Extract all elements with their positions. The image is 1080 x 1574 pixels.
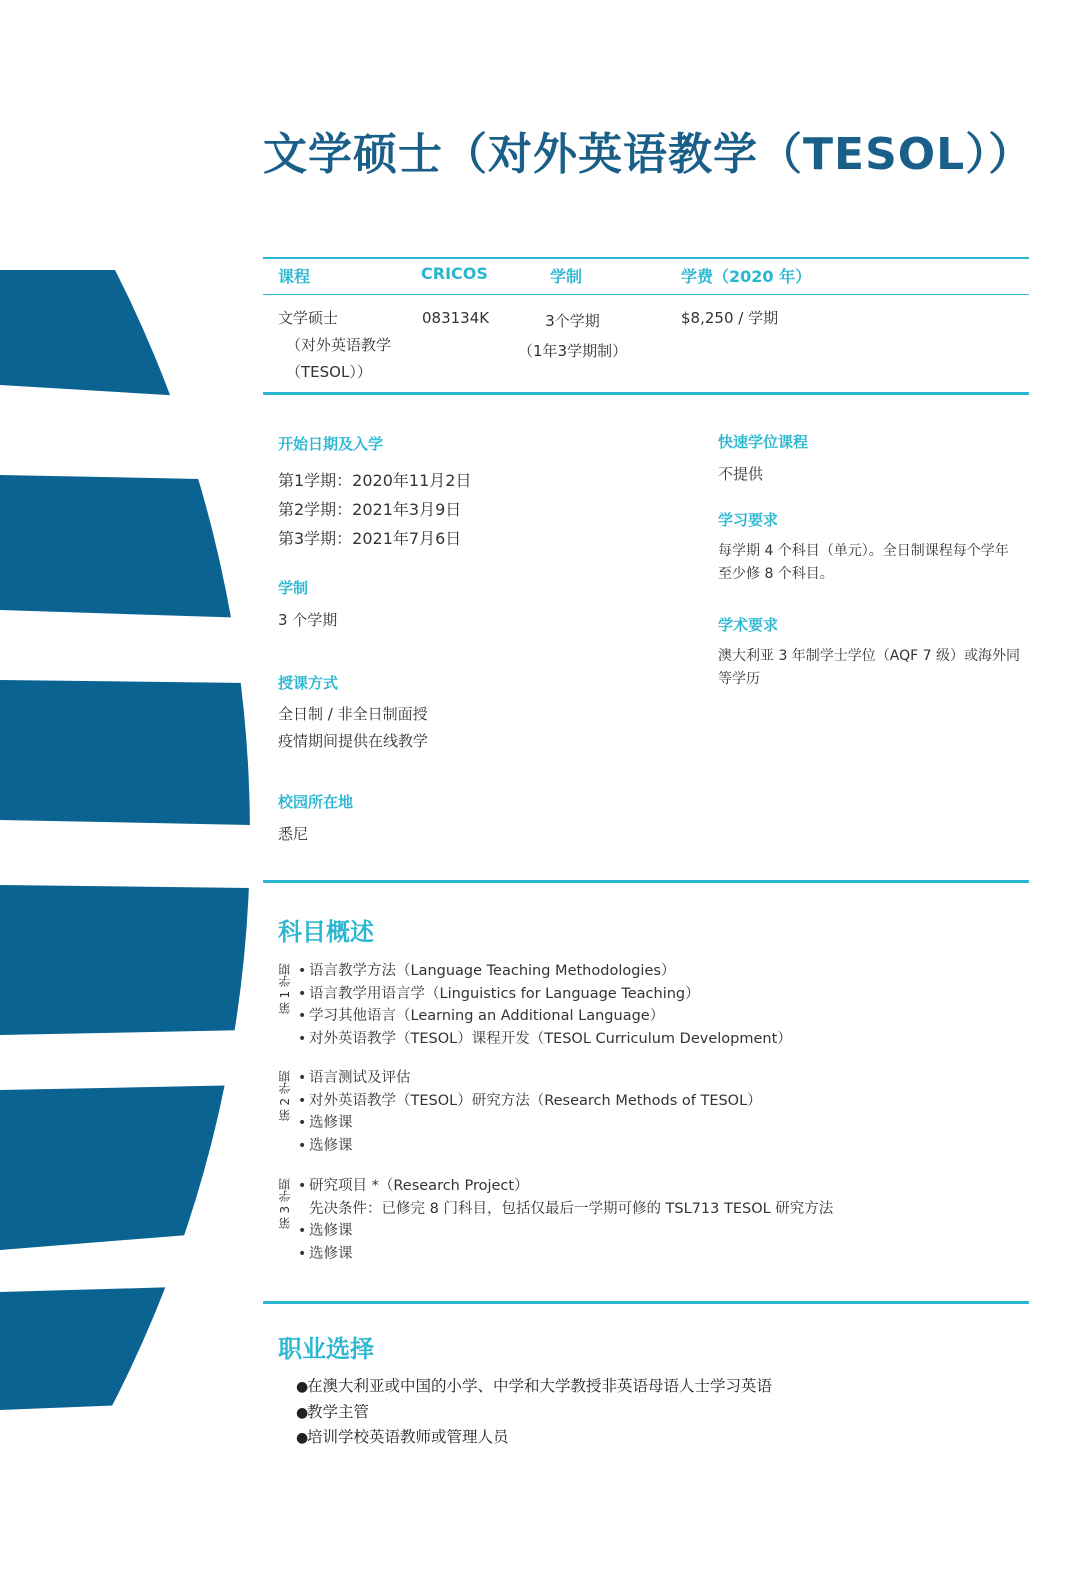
duration-value: 3 个学期 bbox=[278, 611, 338, 629]
decorative-stripes bbox=[0, 0, 260, 1574]
fast-track-label: 快速学位课程 bbox=[718, 433, 809, 451]
prerequisite-note: 先决条件：已修完 8 门科目，包括仅最后一学期可修的 TSL713 TESOL 研究方法 bbox=[309, 1200, 834, 1217]
table-header-course: 课程 bbox=[278, 267, 311, 286]
table-header-fee: 学费（2020 年） bbox=[681, 267, 812, 286]
subject-item: • 对外英语教学（TESOL）课程开发（TESOL Curriculum Development） bbox=[298, 1030, 792, 1047]
academic-requirements-value: 澳大利亚 3 年制学士学位（AQF 7 级）或海外同 等学历 bbox=[718, 648, 1021, 687]
subject-item: • 研究项目 *（Research Project） bbox=[298, 1178, 529, 1194]
subjects-title: 科目概述 bbox=[278, 918, 374, 946]
table-header-duration: 学制 bbox=[550, 267, 583, 286]
table-top-rule bbox=[263, 257, 1029, 259]
campus-label: 校园所在地 bbox=[278, 793, 354, 811]
page-title: 文学硕士（对外英语教学（TESOL）） bbox=[263, 129, 1034, 180]
fast-track-value: 不提供 bbox=[718, 465, 764, 483]
semester-subject-list bbox=[298, 960, 792, 1050]
table-cell-course: 文学硕士 （对外英语教学 （TESOL）） bbox=[278, 309, 392, 381]
subject-item: • 学习其他语言（Learning an Additional Language） bbox=[298, 1008, 665, 1025]
subject-item: • 选修课 bbox=[298, 1245, 353, 1262]
career-item: ●在澳大利亚或中国的小学、中学和大学教授非英语母语人士学习英语 bbox=[296, 1377, 773, 1395]
start-date-item: 第1学期：2020年11月2日 bbox=[278, 471, 472, 490]
delivery-value: 全日制 / 非全日制面授 疫情期间提供在线教学 bbox=[278, 705, 429, 750]
study-requirements-label: 学习要求 bbox=[718, 511, 779, 529]
semester-label: 第 3 学期 bbox=[278, 1178, 292, 1230]
duration-label: 学制 bbox=[278, 579, 309, 597]
academic-requirements-label: 学术要求 bbox=[718, 616, 779, 634]
table-header-rule bbox=[263, 294, 1029, 295]
subject-item: • 选修课 bbox=[298, 1223, 353, 1240]
subjects-rule bbox=[263, 880, 1029, 883]
careers-title: 职业选择 bbox=[278, 1335, 374, 1363]
table-cell-cricos: 083134K bbox=[422, 309, 490, 327]
start-dates-label: 开始日期及入学 bbox=[278, 435, 384, 453]
subject-item: • 对外英语教学（TESOL）研究方法（Research Methods of TESOL） bbox=[298, 1092, 762, 1109]
table-header-cricos: CRICOS bbox=[421, 264, 488, 283]
subject-item: • 选修课 bbox=[298, 1137, 353, 1154]
career-item: ●培训学校英语教师或管理人员 bbox=[296, 1428, 509, 1447]
table-bottom-rule bbox=[263, 392, 1029, 395]
career-item: ●教学主管 bbox=[296, 1402, 370, 1421]
semester-subject-list bbox=[298, 1175, 833, 1265]
start-date-item: 第2学期：2021年3月9日 bbox=[278, 500, 462, 519]
start-date-item: 第3学期：2021年7月6日 bbox=[278, 529, 462, 548]
subject-item: • 语言教学用语言学（Linguistics for Language Teaching） bbox=[298, 985, 700, 1002]
subject-item: • 选修课 bbox=[298, 1115, 353, 1132]
careers-list bbox=[296, 1374, 772, 1451]
study-requirements-value: 每学期 4 个科目（单元）。全日制课程每个学年 至少修 8 个科目。 bbox=[718, 543, 1009, 582]
table-cell-duration: 3个学期 （1年3学期制） bbox=[518, 312, 628, 360]
delivery-label: 授课方式 bbox=[278, 674, 339, 692]
subject-item: • 语言教学方法（Language Teaching Methodologies） bbox=[298, 963, 676, 979]
careers-rule bbox=[263, 1301, 1029, 1304]
subject-item: • 语言测试及评估 bbox=[298, 1070, 411, 1086]
semester-label: 第 2 学期 bbox=[278, 1070, 292, 1122]
table-cell-fee: $8,250 / 学期 bbox=[681, 309, 779, 327]
campus-value: 悉尼 bbox=[278, 825, 309, 843]
start-dates-list bbox=[278, 466, 471, 553]
semester-label: 第 1 学期 bbox=[278, 963, 292, 1015]
semester-subject-list bbox=[298, 1067, 762, 1157]
